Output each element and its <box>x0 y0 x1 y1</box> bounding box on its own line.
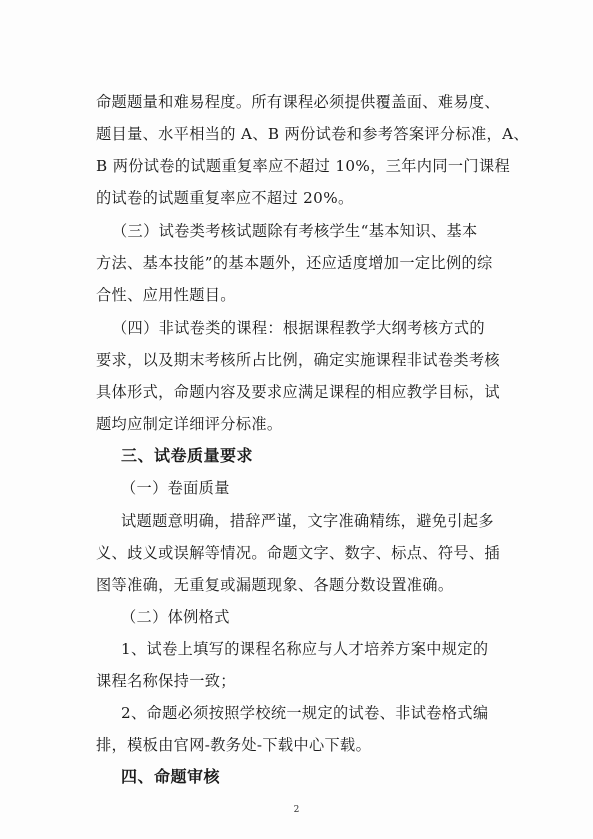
body-text-line: 课程名称保持一致； <box>96 672 236 690</box>
body-text-line: 的试卷的试题重复率应不超过 20%。 <box>96 189 354 207</box>
paragraph-three-start: （三）试卷类考核试题除有考核学生“基本知识、基本 <box>112 222 478 240</box>
subsection-heading-format: （二）体例格式 <box>121 608 230 626</box>
body-text-line: 要求，以及期末考核所占比例，确定实施课程非试卷类考核 <box>96 351 500 369</box>
body-text-line: 2、命题必须按照学校统一规定的试卷、非试卷格式编 <box>121 704 489 722</box>
body-text-line: 具体形式，命题内容及要求应满足课程的相应教学目标，试 <box>96 383 500 401</box>
body-text-line: B 两份试卷的试题重复率应不超过 10%，三年内同一门课程 <box>96 157 511 175</box>
body-text-line: 方法、基本技能”的基本题外，还应适度增加一定比例的综 <box>96 254 493 272</box>
subsection-heading-layout: （一）卷面质量 <box>121 479 230 497</box>
section-heading-quality: 三、试卷质量要求 <box>121 446 254 465</box>
body-text-line: 试题题意明确，措辞严谨，文字准确精练，避免引起多 <box>121 512 494 530</box>
paragraph-four-start: （四）非试卷类的课程：根据课程教学大纲考核方式的 <box>112 319 485 337</box>
body-text-line: 题均应制定详细评分标准。 <box>96 415 283 433</box>
body-text-line: 1、试卷上填写的课程名称应与人才培养方案中规定的 <box>121 640 489 658</box>
section-heading-review: 四、命题审核 <box>121 767 221 786</box>
body-text-line: 义、歧义或误解等情况。命题文字、数字、标点、符号、插 <box>96 544 500 562</box>
body-text-line: 命题题量和难易程度。所有课程必须提供覆盖面、难易度、 <box>96 93 500 111</box>
body-text-line: 排，模板由官网-教务处-下载中心下载。 <box>96 736 372 754</box>
page-number: 2 <box>293 805 300 815</box>
body-text-line: 图等准确，无重复或漏题现象、各题分数设置准确。 <box>96 576 454 594</box>
body-text-line: 合性、应用性题目。 <box>96 286 236 304</box>
body-text-line: 题目量、水平相当的 A、B 两份试卷和参考答案评分标准，A、 <box>96 125 529 143</box>
